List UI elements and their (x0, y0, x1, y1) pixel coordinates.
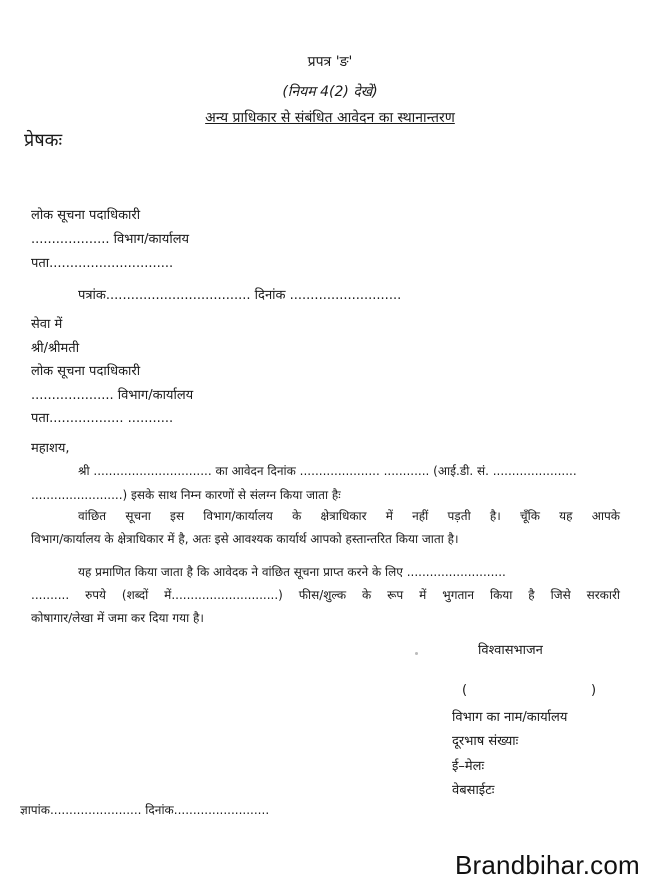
recipient-department: .................... विभाग/कार्यालय (31, 388, 194, 403)
signatory-name-brackets: ( ) (462, 683, 597, 698)
rule-reference: (नियम 4(2) देखें) (282, 84, 378, 100)
salutation: महाशय, (31, 441, 70, 456)
sender-department: ................... विभाग/कार्यालय (31, 232, 190, 247)
signatory-email: ई–मेलः (452, 759, 485, 774)
sender-address: पता.............................. (31, 256, 174, 271)
para3-line3: कोषागार/लेखा में जमा कर दिया गया है। (31, 611, 204, 625)
signatory-website: वेबसाईटः (452, 783, 495, 798)
signatory-phone: दूरभाष संख्याः (452, 734, 519, 749)
para3-line2: .......... रुपये (शब्दों में............................) फीस/शुल्क के रूप में भुगतान किया है जिसे सरकारी (31, 588, 620, 602)
para1-line1: श्री ............................... का आवेदन दिनांक ..................... ............ (आई.डी. सं. ...................... (78, 464, 577, 478)
brand-watermark: Brandbihar.com (455, 850, 640, 880)
reference-line: पत्रांक................................... दिनांक ........................... (78, 288, 402, 303)
recipient-address: पता.................. ........... (31, 411, 174, 426)
para2-line2: विभाग/कार्यालय के क्षेत्राधिकार में है, अतः इसे आवश्यक कार्यार्थ आपको हस्तान्तरित किया जाता है। (31, 532, 459, 546)
recipient-name: श्री/श्रीमती (31, 341, 80, 356)
signatory-department: विभाग का नाम/कार्यालय (452, 710, 568, 725)
memo-line: ज्ञापांक........................ दिनांक......................... (20, 803, 270, 817)
recipient-to-label: सेवा में (31, 317, 63, 332)
sender-label: प्रेषकः (24, 130, 63, 151)
scan-speck (415, 652, 418, 655)
para2-line1: वांछित सूचना इस विभाग/कार्यालय के क्षेत्राधिकार में नहीं पड़ती है। चूँकि यह आपके (78, 509, 620, 523)
para3-line1: यह प्रमाणित किया जाता है कि आवेदक ने वांछित सूचना प्राप्त करने के लिए .......................... (78, 565, 506, 579)
recipient-officer: लोक सूचना पदाधिकारी (31, 364, 141, 379)
form-subject: अन्य प्राधिकार से संबंधित आवेदन का स्थानान्तरण (205, 110, 455, 126)
closing-text: विश्वासभाजन (478, 643, 543, 658)
para1-line2: ........................) इसके साथ निम्न कारणों से संलग्न किया जाता हैः (31, 488, 341, 502)
sender-officer: लोक सूचना पदाधिकारी (31, 208, 141, 223)
form-title: प्रपत्र 'ङ' (307, 54, 353, 70)
